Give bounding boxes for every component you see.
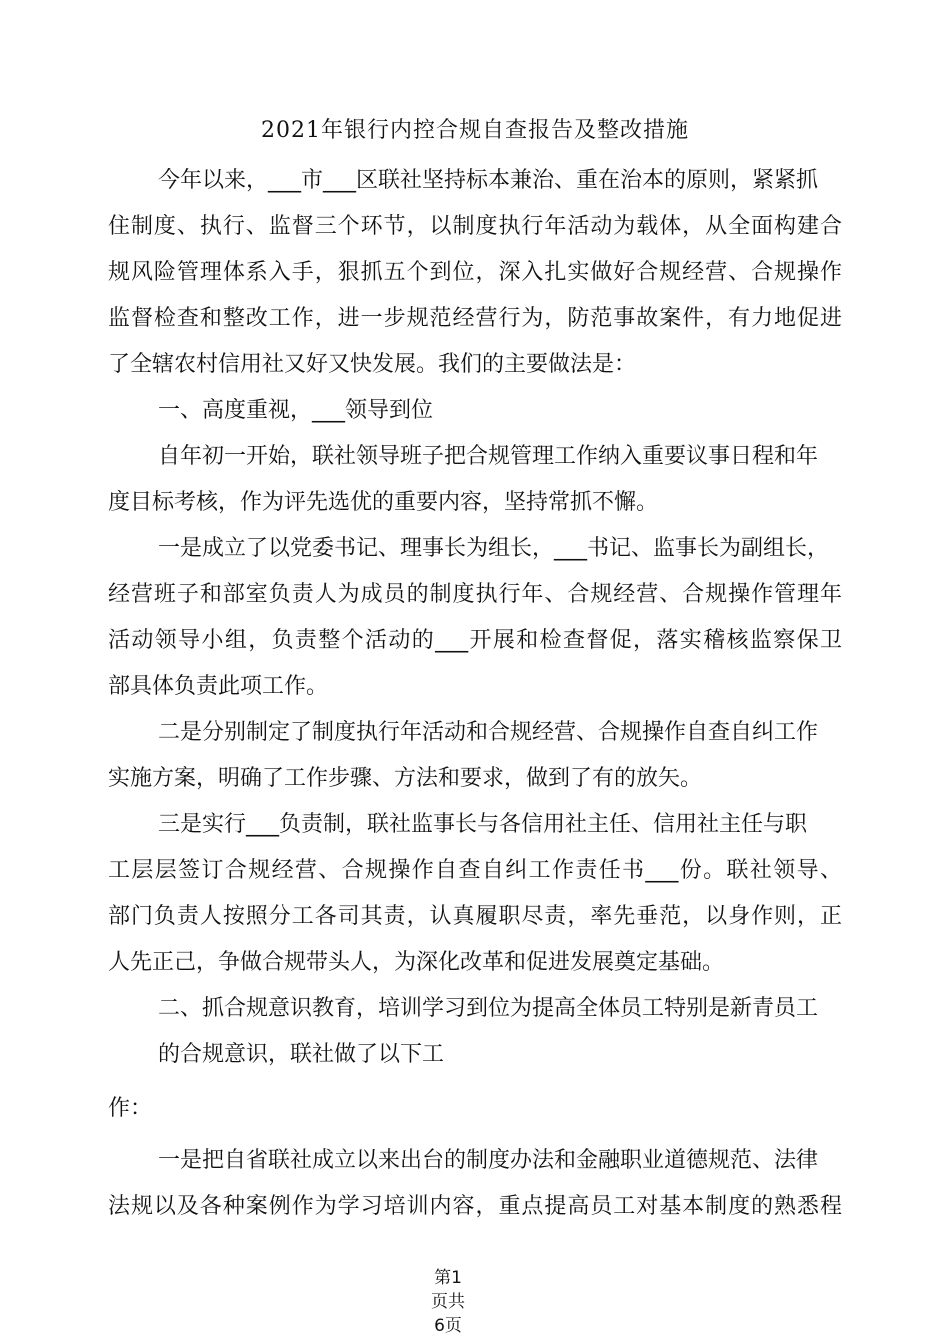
page-number-line: 6页 xyxy=(434,1316,462,1336)
paragraph-line: 监督检查和整改工作，进一步规范经营行为，防范事故案件，有力地促进 xyxy=(108,306,842,331)
paragraph-line: 经营班子和部室负责人为成员的制度执行年、合规经营、合规操作管理年 xyxy=(108,582,842,607)
paragraph-line: 三是实行___负责制，联社监事长与各信用社主任、信用社主任与职 xyxy=(158,812,808,837)
paragraph-line: 住制度、执行、监督三个环节，以制度执行年活动为载体，从全面构建合 xyxy=(108,214,842,239)
page-footer xyxy=(400,1266,496,1338)
section-heading: 一、高度重视，___领导到位 xyxy=(158,398,434,423)
paragraph-line: 法规以及各种案例作为学习培训内容，重点提高员工对基本制度的熟悉程 xyxy=(108,1194,842,1219)
paragraph-line: 实施方案，明确了工作步骤、方法和要求，做到了有的放矢。 xyxy=(108,766,703,791)
paragraph-line: 度目标考核，作为评先选优的重要内容，坚持常抓不懈。 xyxy=(108,490,659,515)
paragraph-line: 活动领导小组，负责整个活动的___开展和检查督促，落实稽核监察保卫 xyxy=(108,628,842,653)
paragraph-line: 部具体负责此项工作。 xyxy=(108,674,329,699)
paragraph-line: 人先正己，争做合规带头人，为深化改革和促进发展奠定基础。 xyxy=(108,950,725,975)
paragraph-line: 规风险管理体系入手，狠抓五个到位，深入扎实做好合规经营、合规操作 xyxy=(108,260,842,285)
document-title: 2021年银行内控合规自查报告及整改措施 xyxy=(261,118,689,143)
page-number-line: 第1 xyxy=(434,1268,462,1288)
paragraph-line: 的合规意识，联社做了以下工 xyxy=(158,1042,445,1067)
paragraph-line: 部门负责人按照分工各司其责，认真履职尽责，率先垂范，以身作则，正 xyxy=(108,904,842,929)
paragraph-line: 作： xyxy=(108,1096,153,1121)
paragraph-line: 一是成立了以党委书记、理事长为组长，___书记、监事长为副组长， xyxy=(158,536,830,561)
paragraph-line: 自年初一开始，联社领导班子把合规管理工作纳入重要议事日程和年 xyxy=(158,444,819,469)
paragraph-line: 二是分别制定了制度执行年活动和合规经营、合规操作自查自纠工作 xyxy=(158,720,819,745)
paragraph-line: 工层层签订合规经营、合规操作自查自纠工作责任书___份。联社领导、 xyxy=(108,858,842,883)
page-number-line: 页共 xyxy=(431,1292,465,1312)
section-heading: 二、抓合规意识教育，培训学习到位为提高全体员工特别是新青员工 xyxy=(158,996,819,1021)
paragraph-line: 今年以来，___市___区联社坚持标本兼治、重在治本的原则，紧紧抓 xyxy=(158,168,819,193)
paragraph-line: 了全辖农村信用社又好又快发展。我们的主要做法是： xyxy=(108,352,637,377)
paragraph-line: 一是把自省联社成立以来出台的制度办法和金融职业道德规范、法律 xyxy=(158,1148,819,1173)
